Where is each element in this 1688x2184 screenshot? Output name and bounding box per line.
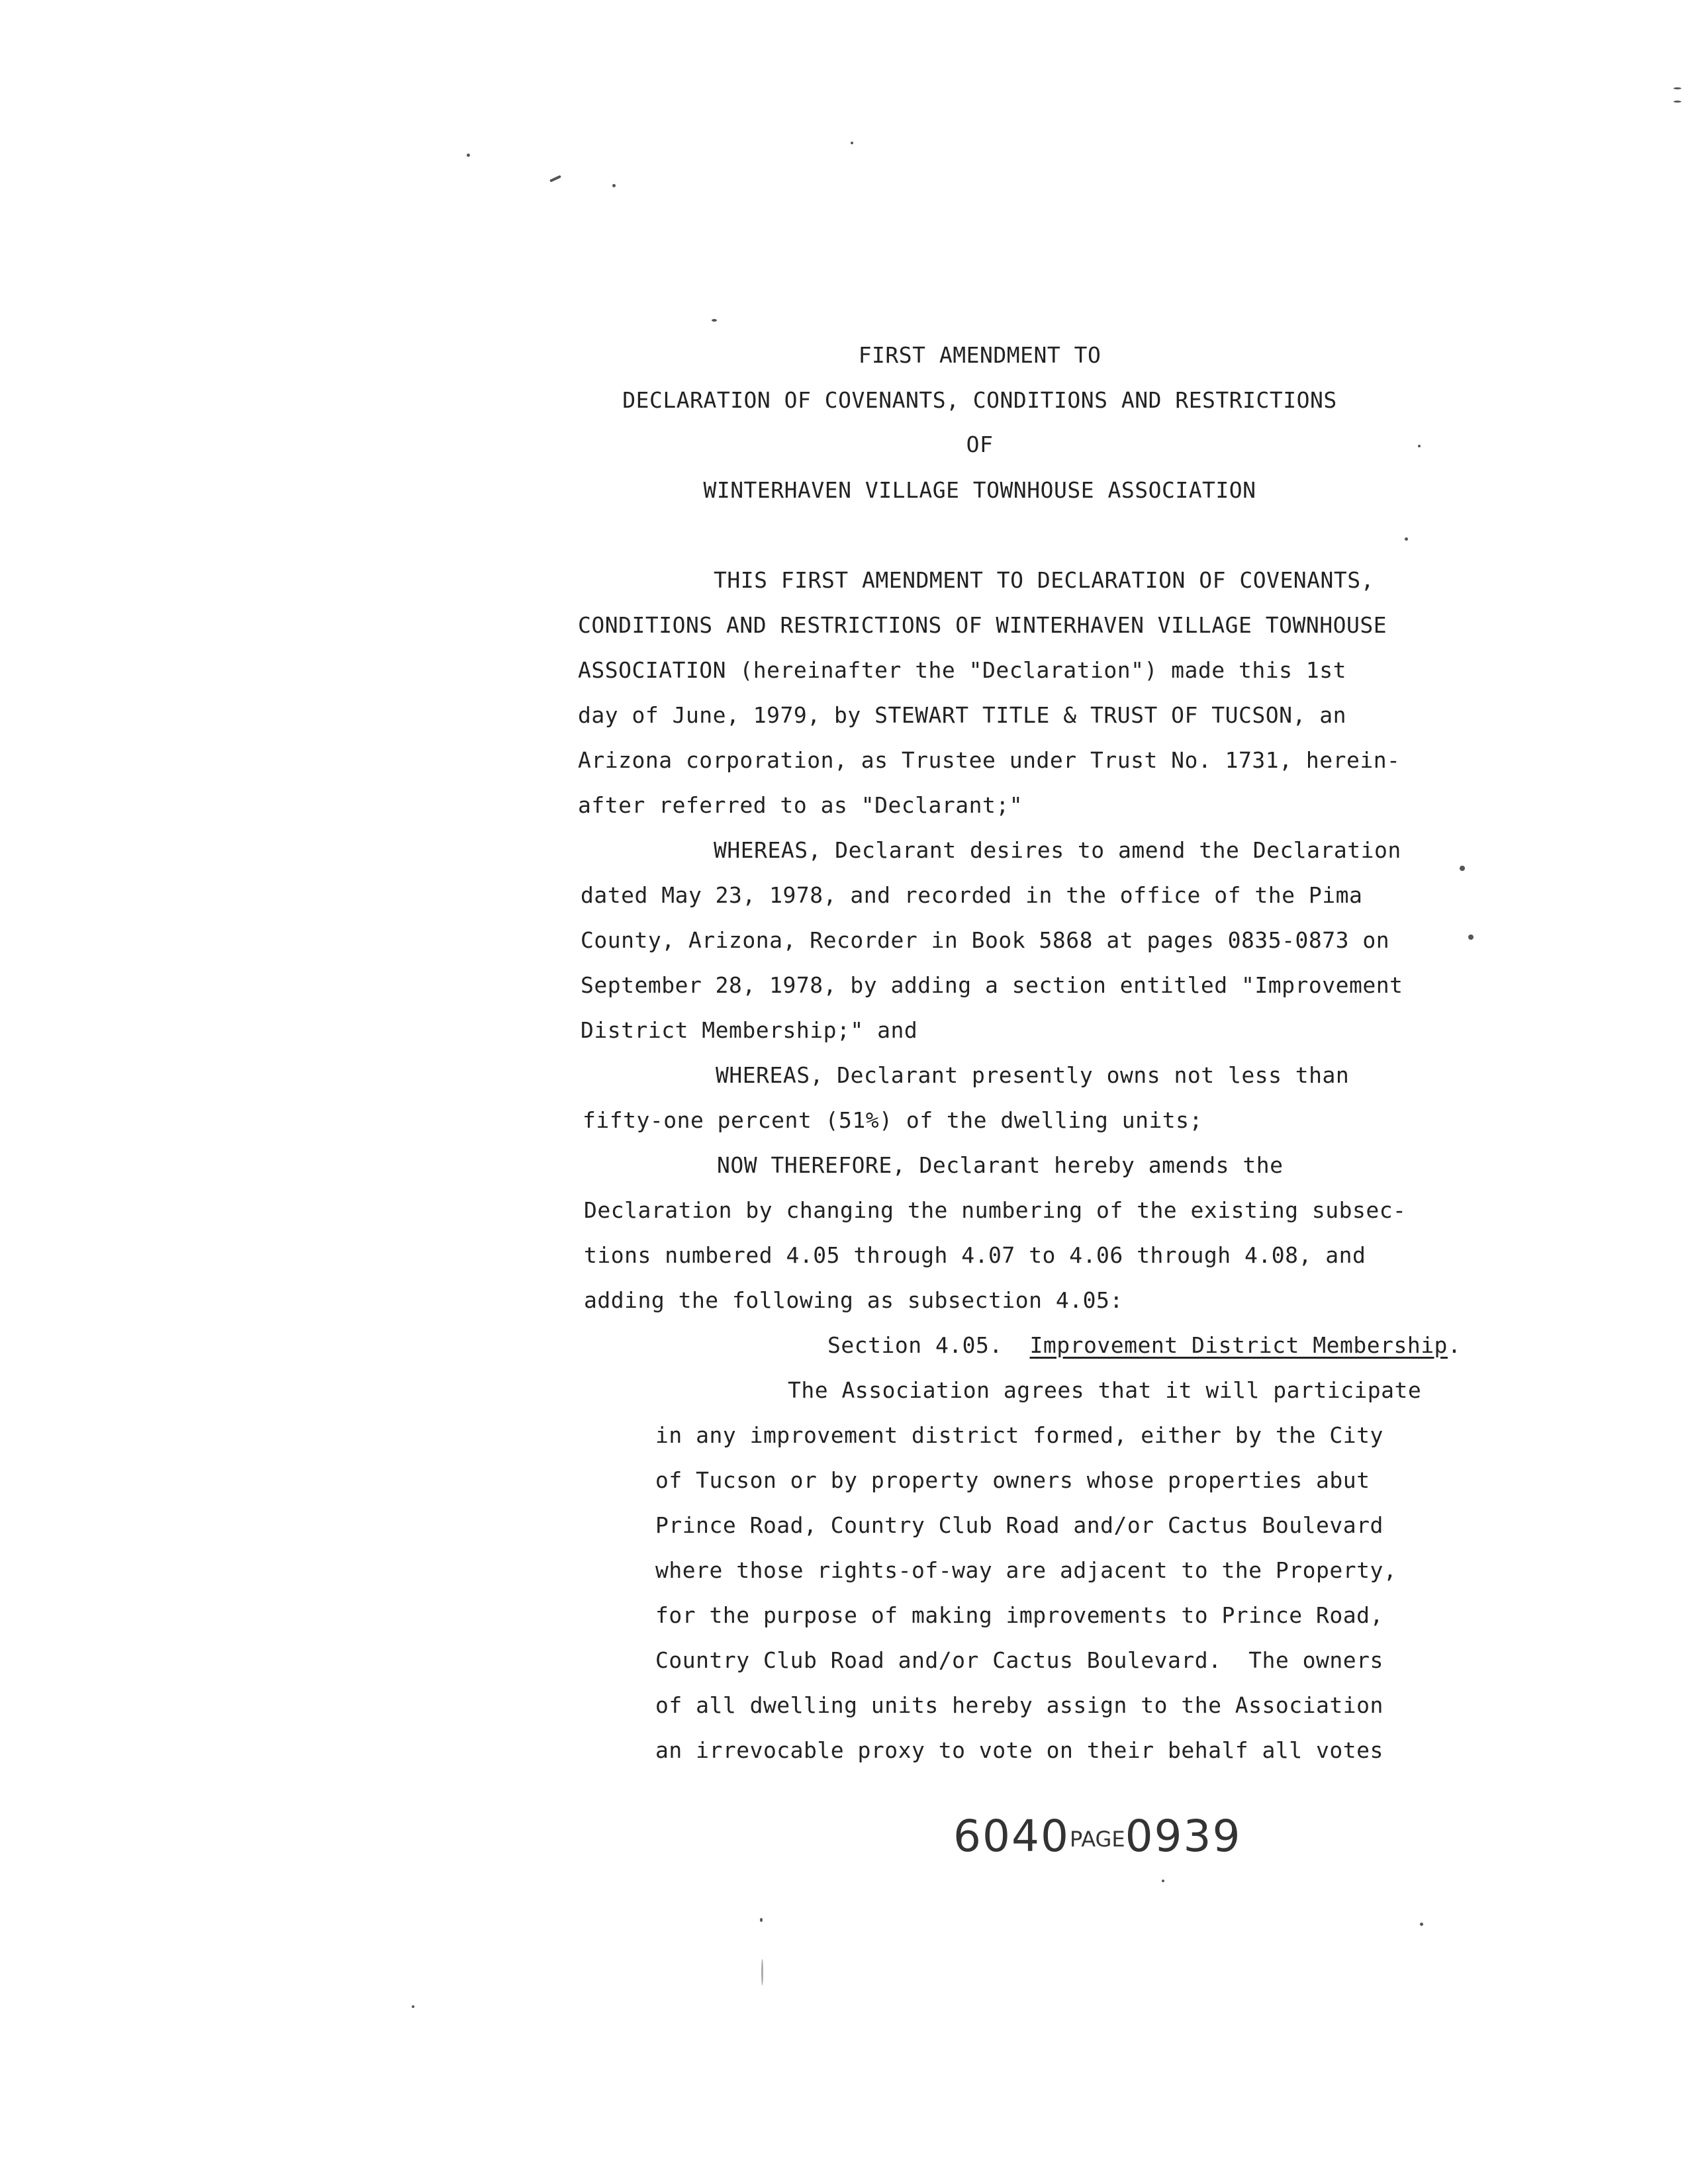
scan-speck bbox=[712, 319, 717, 322]
scan-speck bbox=[761, 1959, 763, 1985]
recording-stamp bbox=[953, 1810, 1242, 1866]
body-line: CONDITIONS AND RESTRICTIONS OF WINTERHAVEN VILLAGE TOWNHOUSE bbox=[578, 612, 1387, 638]
body-line: Prince Road, Country Club Road and/or Cactus Boulevard bbox=[655, 1512, 1383, 1538]
body-line: Country Club Road and/or Cactus Boulevard. The owners bbox=[655, 1647, 1383, 1673]
section-period: . bbox=[1447, 1332, 1462, 1358]
scan-speck bbox=[1418, 445, 1421, 447]
scan-speck bbox=[1673, 87, 1681, 89]
scan-speck bbox=[760, 1918, 763, 1922]
body-line: Arizona corporation, as Trustee under Trust No. 1731, herein- bbox=[578, 747, 1401, 773]
body-line: NOW THEREFORE, Declarant hereby amends the bbox=[717, 1152, 1284, 1178]
body-line: WHEREAS, Declarant presently owns not less than bbox=[716, 1062, 1350, 1088]
scan-speck bbox=[467, 154, 470, 157]
body-line: THIS FIRST AMENDMENT TO DECLARATION OF COVENANTS, bbox=[714, 567, 1375, 593]
scan-speck bbox=[1162, 1880, 1164, 1882]
body-line: dated May 23, 1978, and recorded in the office of the Pima bbox=[581, 882, 1363, 908]
scan-speck bbox=[1405, 537, 1408, 541]
section-heading bbox=[827, 1332, 1461, 1359]
stamp-page: 0939 bbox=[1125, 1811, 1242, 1862]
stamp-book: 6040 bbox=[953, 1811, 1070, 1862]
body-line: WHEREAS, Declarant desires to amend the Declaration bbox=[714, 837, 1401, 863]
body-line: Declaration by changing the numbering of the existing subsec- bbox=[584, 1197, 1407, 1223]
body-line: of all dwelling units hereby assign to the Association bbox=[655, 1692, 1383, 1718]
body-line: for the purpose of making improvements to Prince Road, bbox=[655, 1602, 1383, 1628]
body-line: where those rights-of-way are adjacent to the Property, bbox=[655, 1557, 1397, 1583]
scan-speck bbox=[1420, 1923, 1423, 1926]
scan-speck bbox=[1673, 101, 1681, 103]
body-line: adding the following as subsection 4.05: bbox=[584, 1287, 1123, 1313]
body-line: ASSOCIATION (hereinafter the "Declaration") made this 1st bbox=[578, 657, 1346, 683]
scan-speck bbox=[1460, 866, 1465, 871]
scan-speck bbox=[412, 2005, 414, 2008]
body-line: tions numbered 4.05 through 4.07 to 4.06 through 4.08, and bbox=[584, 1242, 1366, 1268]
section-number: Section 4.05. bbox=[827, 1332, 1003, 1358]
body-line: after referred to as "Declarant;" bbox=[578, 792, 1023, 818]
scan-speck bbox=[1468, 934, 1474, 940]
title-line-4: WINTERHAVEN VILLAGE TOWNHOUSE ASSOCIATION bbox=[703, 477, 1256, 503]
body-line: County, Arizona, Recorder in Book 5868 at pages 0835-0873 on bbox=[581, 927, 1390, 953]
title-line-1: FIRST AMENDMENT TO bbox=[858, 342, 1102, 368]
body-line: The Association agrees that it will participate bbox=[788, 1377, 1422, 1403]
title-line-2: DECLARATION OF COVENANTS, CONDITIONS AND RESTRICTIONS bbox=[622, 387, 1337, 413]
scan-speck bbox=[612, 184, 616, 187]
body-line: fifty-one percent (51%) of the dwelling units; bbox=[583, 1107, 1203, 1133]
body-line: District Membership;" and bbox=[581, 1017, 918, 1043]
body-line: day of June, 1979, by STEWART TITLE & TRUST OF TUCSON, an bbox=[578, 702, 1346, 728]
scan-speck bbox=[549, 175, 561, 182]
body-line: an irrevocable proxy to vote on their behalf all votes bbox=[655, 1737, 1383, 1763]
body-line: September 28, 1978, by adding a section entitled "Improvement bbox=[581, 972, 1403, 998]
section-title: Improvement District Membership bbox=[1029, 1332, 1448, 1358]
body-line: in any improvement district formed, either by the City bbox=[655, 1422, 1383, 1448]
scan-speck bbox=[851, 142, 853, 144]
body-line: of Tucson or by property owners whose properties abut bbox=[655, 1467, 1370, 1493]
title-line-3: OF bbox=[966, 432, 994, 457]
stamp-mark: PAGE bbox=[1069, 1826, 1125, 1852]
